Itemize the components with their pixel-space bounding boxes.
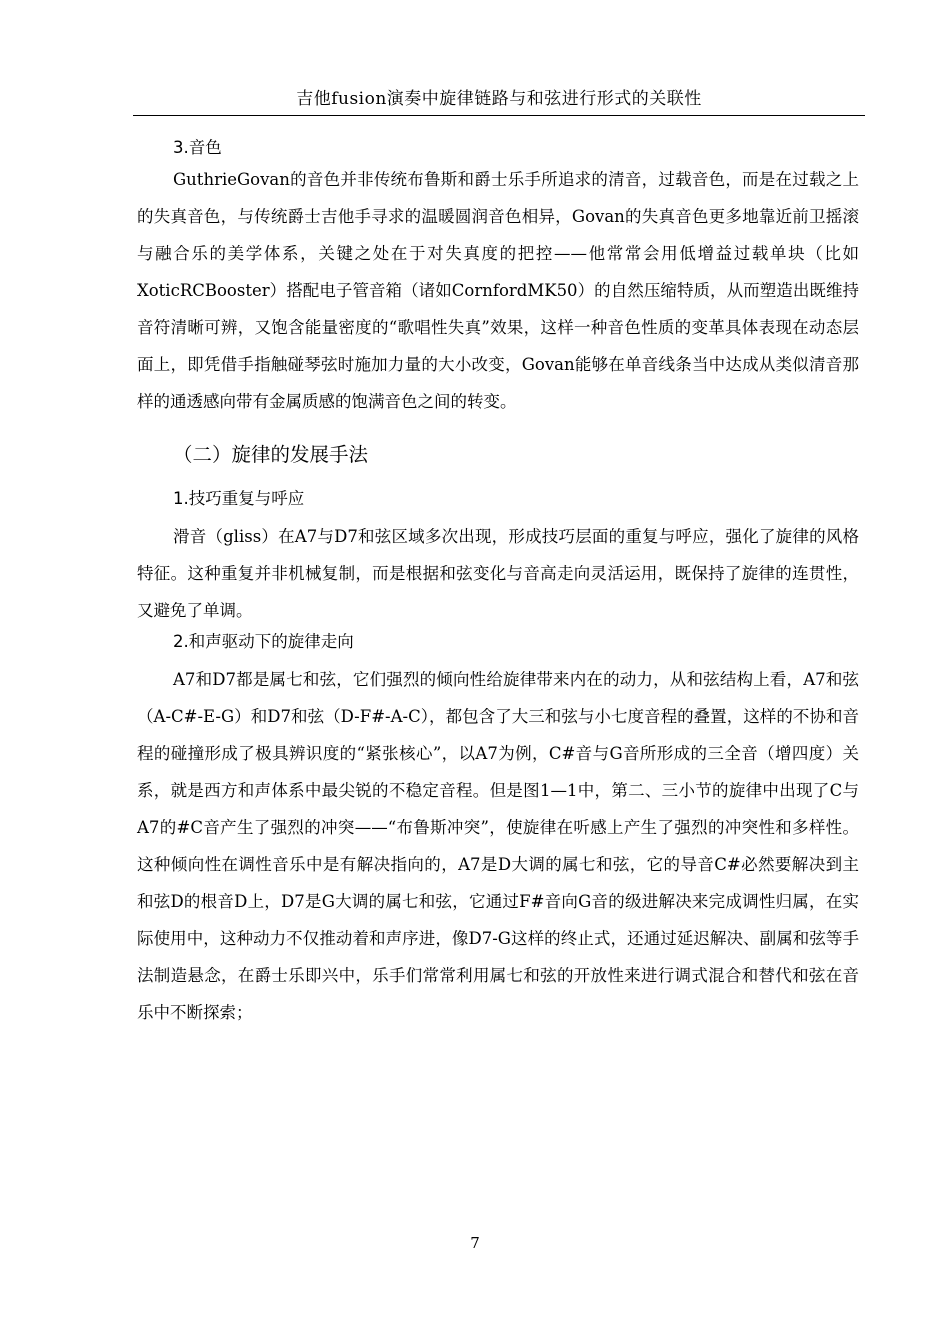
heading-technique-repetition: 1.技巧重复与呼应 <box>173 489 305 508</box>
paragraph-technique-repetition: 滑音（gliss）在A7与D7和弦区域多次出现，形成技巧层面的重复与呼应，强化了旋律的风格特征。这种重复并非机械复制，而是根据和弦变化与音高走向灵活运用，既保持了旋律的连贯性，又避免了单调。 <box>137 527 859 620</box>
paragraph-harmony-driven-melody: A7和D7都是属七和弦，它们强烈的倾向性给旋律带来内在的动力，从和弦结构上看，A7和弦（A-C#-E-G）和D7和弦（D-F#-A-C），都包含了大三和弦与小七度音程的叠置，这样的不协和音程的碰撞形成了极具辨识度的“紧张核心”，以A7为例，C#音与G音所形成的三全音（增四度）关系，就是西方和声体系中最尖锐的不稳定音程。但是图1—1中，第二、三小节的旋律中出现了C与A7的#C音产生了强烈的冲突——“布鲁斯冲突”，使旋律在听感上产生了强烈的冲突性和多样性。这种倾向性在调性音乐中是有解决指向的，A7是D大调的属七和弦，它的导音C#必然要解决到主和弦D的根音D上，D7是G大调的属七和弦，它通过F#音向G音的级进解决来完成调性归属，在实际使用中，这种动力不仅推动着和声序进，像D7-G这样的终止式，还通过延迟解决、副属和弦等手法制造悬念，在爵士乐即兴中，乐手们常常利用属七和弦的开放性来进行调式混合和替代和弦在音乐中不断探索； <box>137 670 859 1022</box>
heading-melody-development: （二）旋律的发展手法 <box>173 443 369 466</box>
page-number: 7 <box>470 1234 480 1252</box>
heading-harmony-driven-melody: 2.和声驱动下的旋律走向 <box>173 632 354 651</box>
page-content <box>137 135 859 1031</box>
header-divider <box>133 115 865 116</box>
paragraph-timbre: GuthrieGovan的音色并非传统布鲁斯和爵士乐手所追求的清音，过载音色，而是在过载之上的失真音色，与传统爵士吉他手寻求的温暖圆润音色相异，Govan的失真音色更多地靠近前卫摇滚与融合乐的美学体系，关键之处在于对失真度的把控——他常常会用低增益过载单块（比如XoticRCBooster）搭配电子管音箱（诸如CornfordMK50）的自然压缩特质，从而塑造出既维持音符清晰可辨，又饱含能量密度的“歌唱性失真”效果，这样一种音色性质的变革具体表现在动态层面上，即凭借手指触碰琴弦时施加力量的大小改变，Govan能够在单音线条当中达成从类似清音那样的通透感向带有金属质感的饱满音色之间的转变。 <box>137 170 859 411</box>
heading-timbre: 3.音色 <box>173 138 222 157</box>
running-header: 吉他fusion演奏中旋律链路与和弦进行形式的关联性 <box>296 89 702 109</box>
